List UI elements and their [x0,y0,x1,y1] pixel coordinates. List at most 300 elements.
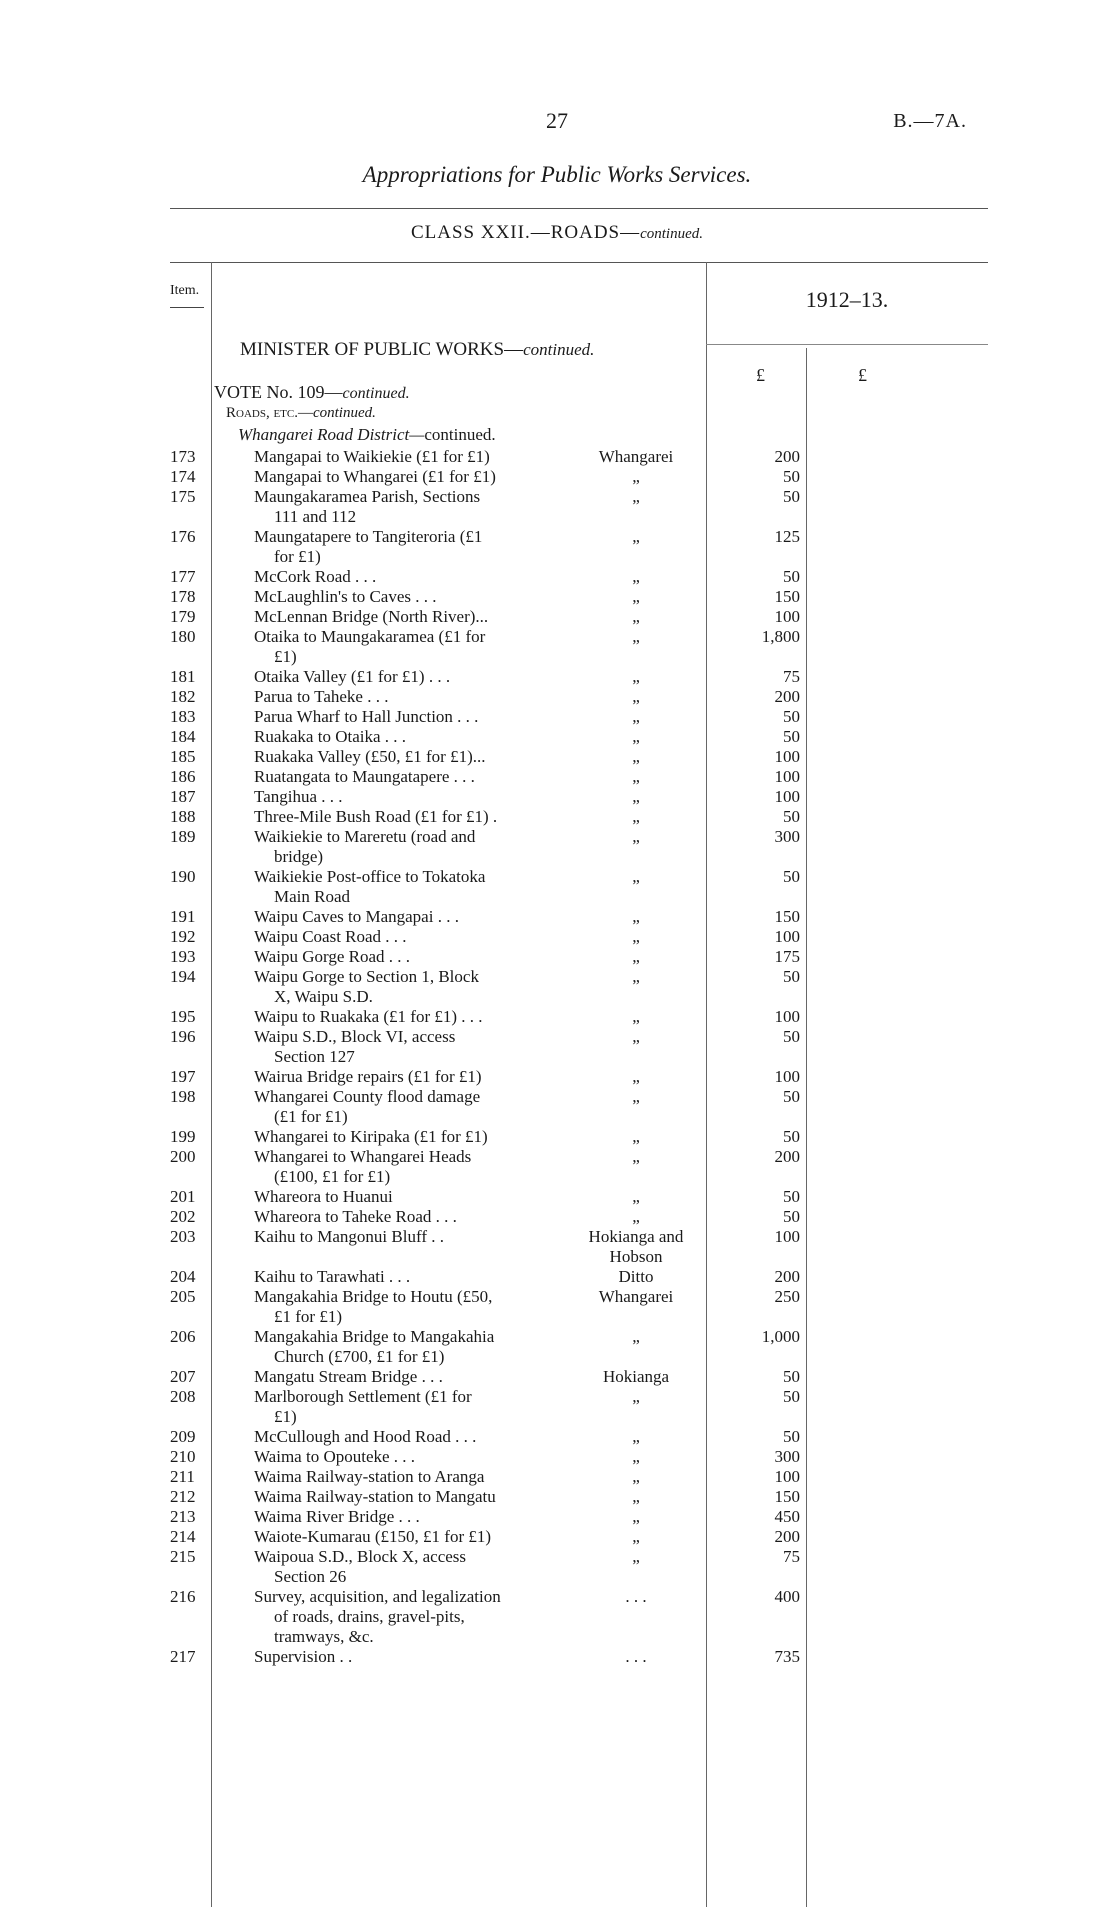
electoral-district [566,1187,706,1207]
electoral-district [566,487,706,507]
electoral-district [566,527,706,547]
description-line: £1) [274,647,297,666]
item-description [254,1267,566,1287]
item-description [254,867,566,907]
electoral-district [566,1207,706,1227]
description-line: Waipu Caves to Mangapai . . . [254,907,459,926]
item-number: 173 [170,447,196,466]
description-line: Waima River Bridge . . . [254,1507,420,1526]
district-line: „ [632,1067,640,1086]
item-description [254,1547,566,1587]
amount-value: 200 [774,687,800,706]
description-line: Wairua Bridge repairs (£1 for £1) [254,1067,482,1086]
item-description [254,1027,566,1067]
item-description [254,1007,566,1027]
year-header-rule [706,344,988,345]
district-line: „ [632,707,640,726]
electoral-district [566,587,706,607]
item-number: 180 [170,627,196,646]
description-line: Parua to Taheke . . . [254,687,389,706]
electoral-district [566,907,706,927]
amount-value: 450 [774,1507,800,1526]
electoral-district [566,447,706,467]
district-line: „ [632,487,640,506]
item-description [254,527,566,567]
description-line: Maungakaramea Parish, Sections [254,487,481,506]
item-description [254,627,566,667]
item-header-dash [170,307,204,308]
item-description [254,767,566,787]
item-number: 177 [170,567,196,586]
electoral-district [566,1467,706,1487]
description-line: X, Waipu S.D. [274,987,373,1006]
item-description [254,1387,566,1427]
item-description [254,787,566,807]
district-line: „ [632,1147,640,1166]
item-description [254,467,566,487]
description-line: Ruakaka to Otaika . . . [254,727,407,746]
item-number: 192 [170,927,196,946]
description-line: Kaihu to Tarawhati . . . [254,1267,411,1286]
district-line: „ [632,567,640,586]
amount-value: 100 [774,1467,800,1486]
item-description [254,487,566,527]
item-description [254,667,566,687]
description-line: Waima Railway-station to Mangatu [254,1487,496,1506]
electoral-district [566,667,706,687]
description-line: Mangakahia Bridge to Houtu (£50, [254,1287,493,1306]
amount-value: 735 [774,1647,800,1666]
description-line: tramways, &c. [274,1627,374,1646]
amount-value: 75 [783,1547,800,1566]
item-number: 188 [170,807,196,826]
item-number: 200 [170,1147,196,1166]
district-subheading: Whangarei Road District—continued. [238,425,496,444]
item-description [254,1487,566,1507]
item-description [254,727,566,747]
item-number: 190 [170,867,196,886]
item-number: 216 [170,1587,196,1606]
electoral-district [566,867,706,887]
item-description [254,947,566,967]
district-line: Hobson [609,1247,663,1266]
description-line: Mangapai to Waikiekie (£1 for £1) [254,447,490,466]
document-reference: B.—7A. [893,110,967,132]
district-line: „ [632,1507,640,1526]
item-description [254,807,566,827]
item-number: 197 [170,1067,196,1086]
item-description [254,1207,566,1227]
item-description [254,1287,566,1327]
item-description [254,1647,566,1667]
item-number: 195 [170,1007,196,1026]
district-line: „ [632,1087,640,1106]
description-line: Otaika to Maungakaramea (£1 for [254,627,486,646]
description-line: Survey, acquisition, and legalization [254,1587,501,1606]
description-line: Supervision . . [254,1647,353,1666]
description-line: McCork Road . . . [254,567,377,586]
pound-symbol-amount: £ [756,365,765,385]
item-number: 209 [170,1427,196,1446]
item-description [254,907,566,927]
item-number: 201 [170,1187,196,1206]
district-line: „ [632,627,640,646]
item-column-divider [211,262,212,1907]
page-number: 27 [546,108,568,133]
year-column-header: 1912–13. [805,287,889,312]
item-number: 213 [170,1507,196,1526]
electoral-district [566,1127,706,1147]
item-description [254,747,566,767]
amount-value: 200 [774,447,800,466]
district-line: „ [632,787,640,806]
electoral-district [566,1227,706,1267]
item-number: 183 [170,707,196,726]
description-line: Mangatu Stream Bridge . . . [254,1367,443,1386]
amount-value: 150 [774,587,800,606]
amount-value: 50 [783,867,800,886]
amount-value: 300 [774,1447,800,1466]
item-description [254,1147,566,1187]
description-line: Whangarei County flood damage [254,1087,481,1106]
item-description [254,1587,566,1647]
item-number: 174 [170,467,196,486]
item-number: 185 [170,747,196,766]
subtotal-column-divider [806,348,807,1907]
item-number: 208 [170,1387,196,1406]
description-line: Tangihua . . . [254,787,343,806]
description-line: McLaughlin's to Caves . . . [254,587,437,606]
item-description [254,1067,566,1087]
district-line: „ [632,667,640,686]
district-line: Hokianga [602,1367,670,1386]
item-description [254,967,566,1007]
district-line: „ [632,1187,640,1206]
electoral-district [566,1587,706,1607]
item-number: 194 [170,967,196,986]
electoral-district [566,1267,706,1287]
pound-symbol-total: £ [858,365,867,385]
item-number: 215 [170,1547,196,1566]
electoral-district [566,1447,706,1467]
item-description [254,1507,566,1527]
item-description [254,827,566,867]
electoral-district [566,1547,706,1567]
amount-value: 100 [774,927,800,946]
item-number: 186 [170,767,196,786]
electoral-district [566,807,706,827]
district-line: „ [632,587,640,606]
electoral-district [566,927,706,947]
district-line: „ [632,1127,640,1146]
item-number: 212 [170,1487,196,1506]
minister-heading: MINISTER OF PUBLIC WORKS—continued. [240,339,595,360]
amount-value: 50 [783,707,800,726]
electoral-district [566,627,706,647]
description-line: Waipu to Ruakaka (£1 for £1) . . . [254,1007,483,1026]
amount-value: 50 [783,1387,800,1406]
electoral-district [566,1387,706,1407]
item-number: 205 [170,1287,196,1306]
description-line: (£1 for £1) [274,1107,348,1126]
electoral-district [566,947,706,967]
description-line: Kaihu to Mangonui Bluff . . [254,1227,444,1246]
description-line: 111 and 112 [274,507,357,526]
description-line: Mangakahia Bridge to Mangakahia [254,1327,495,1346]
item-description [254,1327,566,1367]
amount-value: 50 [783,1127,800,1146]
item-description [254,927,566,947]
amount-value: 50 [783,727,800,746]
item-number: 175 [170,487,196,506]
amount-value: 50 [783,1427,800,1446]
description-line: Marlborough Settlement (£1 for [254,1387,472,1406]
amount-value: 100 [774,1067,800,1086]
district-line: „ [632,1207,640,1226]
amount-value: 100 [774,1227,800,1246]
amount-value: 150 [774,907,800,926]
district-line: „ [632,1027,640,1046]
item-number: 214 [170,1527,196,1546]
description-line: of roads, drains, gravel-pits, [274,1607,465,1626]
description-line: Section 26 [274,1567,347,1586]
item-description [254,707,566,727]
item-number: 184 [170,727,196,746]
district-line: „ [632,947,640,966]
amount-column-divider [706,262,707,1907]
district-line: „ [632,1387,640,1406]
item-column-header: Item. [170,283,200,298]
description-line: Maungatapere to Tangiteroria (£1 [254,527,483,546]
electoral-district [566,1487,706,1507]
description-line: Whareora to Taheke Road . . . [254,1207,457,1226]
amount-value: 1,000 [761,1327,800,1346]
electoral-district [566,1087,706,1107]
description-line: Ruatangata to Maungatapere . . . [254,767,475,786]
district-line: „ [632,767,640,786]
amount-value: 50 [783,1207,800,1226]
item-number: 210 [170,1447,196,1466]
description-line: Whareora to Huanui [254,1187,393,1206]
description-line: Waipoua S.D., Block X, access [254,1547,467,1566]
electoral-district [566,1527,706,1547]
electoral-district [566,567,706,587]
district-line: „ [632,1327,640,1346]
description-line: Waima Railway-station to Aranga [254,1467,485,1486]
district-line: „ [632,1007,640,1026]
district-line: . . . [625,1587,647,1606]
district-line: „ [632,807,640,826]
electoral-district [566,787,706,807]
item-description [254,1467,566,1487]
item-description [254,1087,566,1127]
electoral-district [566,967,706,987]
electoral-district [566,687,706,707]
district-line: Whangarei [598,447,674,466]
description-line: Three-Mile Bush Road (£1 for £1) . [254,807,498,826]
electoral-district [566,727,706,747]
amount-value: 100 [774,607,800,626]
description-line: Waiote-Kumarau (£150, £1 for £1) [254,1527,492,1546]
item-number: 196 [170,1027,196,1046]
description-line: Waipu Coast Road . . . [254,927,407,946]
district-line: „ [632,727,640,746]
amount-value: 200 [774,1147,800,1166]
amount-value: 200 [774,1527,800,1546]
description-line: Waikiekie to Mareretu (road and [254,827,476,846]
district-line: „ [632,607,640,626]
item-number: 189 [170,827,196,846]
district-line: „ [632,467,640,486]
electoral-district [566,1287,706,1307]
description-line: Waipu S.D., Block VI, access [254,1027,456,1046]
amount-value: 175 [774,947,800,966]
amount-value: 50 [783,487,800,506]
amount-value: 200 [774,1267,800,1286]
district-line: „ [632,1447,640,1466]
item-description [254,1427,566,1447]
amount-value: 50 [783,467,800,486]
electoral-district [566,1427,706,1447]
district-line: „ [632,927,640,946]
electoral-district [566,467,706,487]
district-line: „ [632,1467,640,1486]
amount-value: 250 [774,1287,800,1306]
item-number: 191 [170,907,196,926]
amount-value: 50 [783,1027,800,1046]
item-number: 176 [170,527,196,546]
district-line: „ [632,1547,640,1566]
description-line: Whangarei to Whangarei Heads [254,1147,472,1166]
district-line: Hokianga and [588,1227,684,1246]
district-line: „ [632,687,640,706]
item-number: 204 [170,1267,196,1286]
description-line: Waima to Opouteke . . . [254,1447,416,1466]
district-line: „ [632,747,640,766]
electoral-district [566,1327,706,1347]
amount-value: 50 [783,807,800,826]
item-description [254,687,566,707]
electoral-district [566,1147,706,1167]
district-line: „ [632,1487,640,1506]
electoral-district [566,1367,706,1387]
item-description [254,567,566,587]
amount-value: 125 [774,527,800,546]
description-line: £1 for £1) [274,1307,342,1326]
description-line: Waipu Gorge Road . . . [254,947,411,966]
description-line: Section 127 [274,1047,355,1066]
electoral-district [566,607,706,627]
item-description [254,1447,566,1467]
district-line: „ [632,1527,640,1546]
amount-value: 300 [774,827,800,846]
item-description [254,1527,566,1547]
item-number: 193 [170,947,196,966]
item-number: 217 [170,1647,196,1666]
item-description [254,447,566,467]
item-description [254,1367,566,1387]
amount-value: 1,800 [761,627,800,646]
class-heading: CLASS XXII.—ROADS—continued. [410,222,704,243]
description-line: £1) [274,1407,297,1426]
electoral-district [566,827,706,847]
amount-value: 50 [783,967,800,986]
amount-value: 400 [774,1587,800,1606]
item-description [254,1187,566,1207]
item-number: 179 [170,607,196,626]
title-rule [170,208,988,209]
item-number: 187 [170,787,196,806]
district-line: Ditto [618,1267,654,1286]
page-title: Appropriations for Public Works Services. [362,162,752,187]
description-line: for £1) [274,547,321,566]
electoral-district [566,1067,706,1087]
district-line: „ [632,967,640,986]
amount-value: 50 [783,1367,800,1386]
electoral-district [566,1007,706,1027]
district-line: „ [632,907,640,926]
item-number: 202 [170,1207,196,1226]
item-number: 206 [170,1327,196,1346]
item-number: 198 [170,1087,196,1106]
amount-value: 75 [783,667,800,686]
amount-value: 50 [783,1087,800,1106]
amount-value: 50 [783,567,800,586]
description-line: bridge) [274,847,324,866]
electoral-district [566,707,706,727]
description-line: Main Road [274,887,351,906]
amount-value: 50 [783,1187,800,1206]
district-line: „ [632,527,640,546]
description-line: Waikiekie Post-office to Tokatoka [254,867,486,886]
electoral-district [566,1027,706,1047]
amount-value: 100 [774,787,800,806]
table-top-rule [170,262,988,263]
electoral-district [566,767,706,787]
description-line: McCullough and Hood Road . . . [254,1427,477,1446]
description-line: Mangapai to Whangarei (£1 for £1) [254,467,496,486]
item-number: 181 [170,667,196,686]
roads-subheading: Roads, etc.—continued. [226,405,376,421]
district-line: „ [632,1427,640,1446]
item-description [254,607,566,627]
description-line: Waipu Gorge to Section 1, Block [254,967,479,986]
district-line: „ [632,867,640,886]
item-number: 178 [170,587,196,606]
description-line: Otaika Valley (£1 for £1) . . . [254,667,451,686]
amount-value: 100 [774,767,800,786]
item-number: 199 [170,1127,196,1146]
amount-value: 150 [774,1487,800,1506]
item-number: 182 [170,687,196,706]
description-line: (£100, £1 for £1) [274,1167,391,1186]
description-line: McLennan Bridge (North River)... [254,607,489,626]
description-line: Ruakaka Valley (£50, £1 for £1)... [254,747,486,766]
electoral-district [566,747,706,767]
description-line: Parua Wharf to Hall Junction . . . [254,707,479,726]
vote-heading: VOTE No. 109—continued. [214,382,410,402]
amount-value: 100 [774,747,800,766]
item-description [254,1127,566,1147]
item-number: 203 [170,1227,196,1246]
item-description [254,1227,566,1247]
electoral-district [566,1507,706,1527]
description-line: Church (£700, £1 for £1) [274,1347,445,1366]
description-line: Whangarei to Kiripaka (£1 for £1) [254,1127,488,1146]
district-line: Whangarei [598,1287,674,1306]
item-number: 207 [170,1367,196,1386]
item-description [254,587,566,607]
